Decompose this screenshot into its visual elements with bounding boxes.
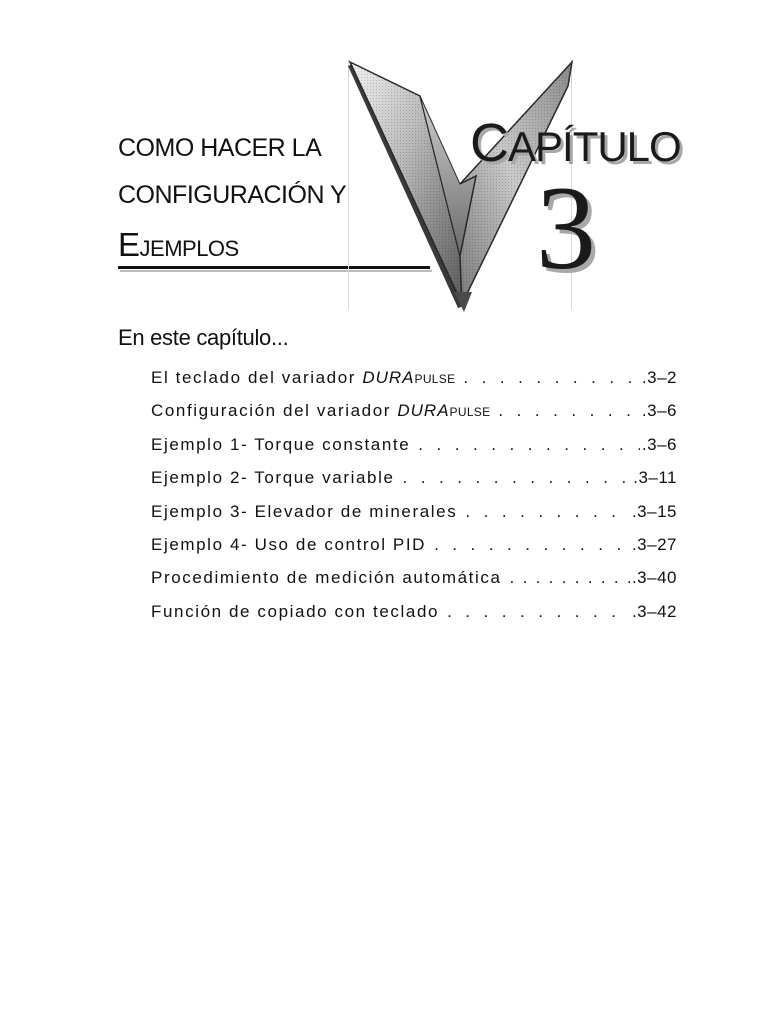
toc-item-page: .3–6 [641,434,677,454]
toc-leader-dots [434,535,630,555]
toc-item-label: Ejemplo 3- Elevador de minerales [151,501,458,521]
toc-item-text: El teclado del variador [151,368,363,387]
toc-leader-dots [403,468,632,488]
toc-brand-dura: DURA [397,401,450,421]
toc-item-label: Ejemplo 2- Torque variable [151,468,395,488]
chapter-title-line-2: CONFIGURACIÓN Y [118,181,347,209]
toc-list [151,368,677,635]
toc-item-page: .3–40 [631,568,677,588]
toc-item-label [151,368,455,388]
toc-brand-pulse: PULSE [414,372,456,386]
toc-item[interactable] [151,435,677,468]
toc-leader-dots [418,435,640,455]
toc-item[interactable] [151,502,677,535]
toc-item-page: .3–42 [631,601,677,621]
chapter-label-initial: C [470,113,508,173]
chapter-label-rest: APÍTULO [508,123,681,170]
toc-item-page: .3–6 [641,401,677,421]
toc-heading: En este capítulo... [118,325,289,350]
toc-item-label: Función de copiado con teclado [151,601,440,621]
toc-item[interactable] [151,568,677,601]
toc-item-label: Ejemplo 1- Torque constante [151,434,411,454]
toc-item-page: .3–2 [641,368,677,387]
toc-item-page: .3–11 [633,468,677,488]
toc-item-label: Ejemplo 4- Uso de control PID [151,534,427,554]
chapter-title-line-1: COMO HACER LA [118,134,322,162]
chapter-number: 3 [536,161,596,294]
toc-leader-dots [447,602,630,622]
chapter-title-initial: E [118,226,140,263]
toc-item[interactable] [151,535,677,568]
chapter-title-rest: JEMPLOS [139,236,239,261]
toc-item-label: Procedimiento de medición automática [151,568,502,588]
toc-leader-dots [463,368,640,388]
toc-item[interactable] [151,368,677,401]
toc-item[interactable] [151,602,677,635]
toc-leader-dots [510,568,630,588]
toc-item-text: Configuración del variador [151,401,398,421]
toc-leader-dots [498,401,640,421]
toc-item-page: .3–15 [631,501,677,521]
toc-item-label [151,401,490,421]
toc-brand-pulse: PULSE [449,405,491,420]
toc-item-page: .3–27 [631,534,677,554]
toc-item[interactable] [151,468,677,501]
toc-leader-dots [465,502,630,522]
toc-brand-dura: DURA [362,368,415,387]
toc-item[interactable] [151,401,677,434]
